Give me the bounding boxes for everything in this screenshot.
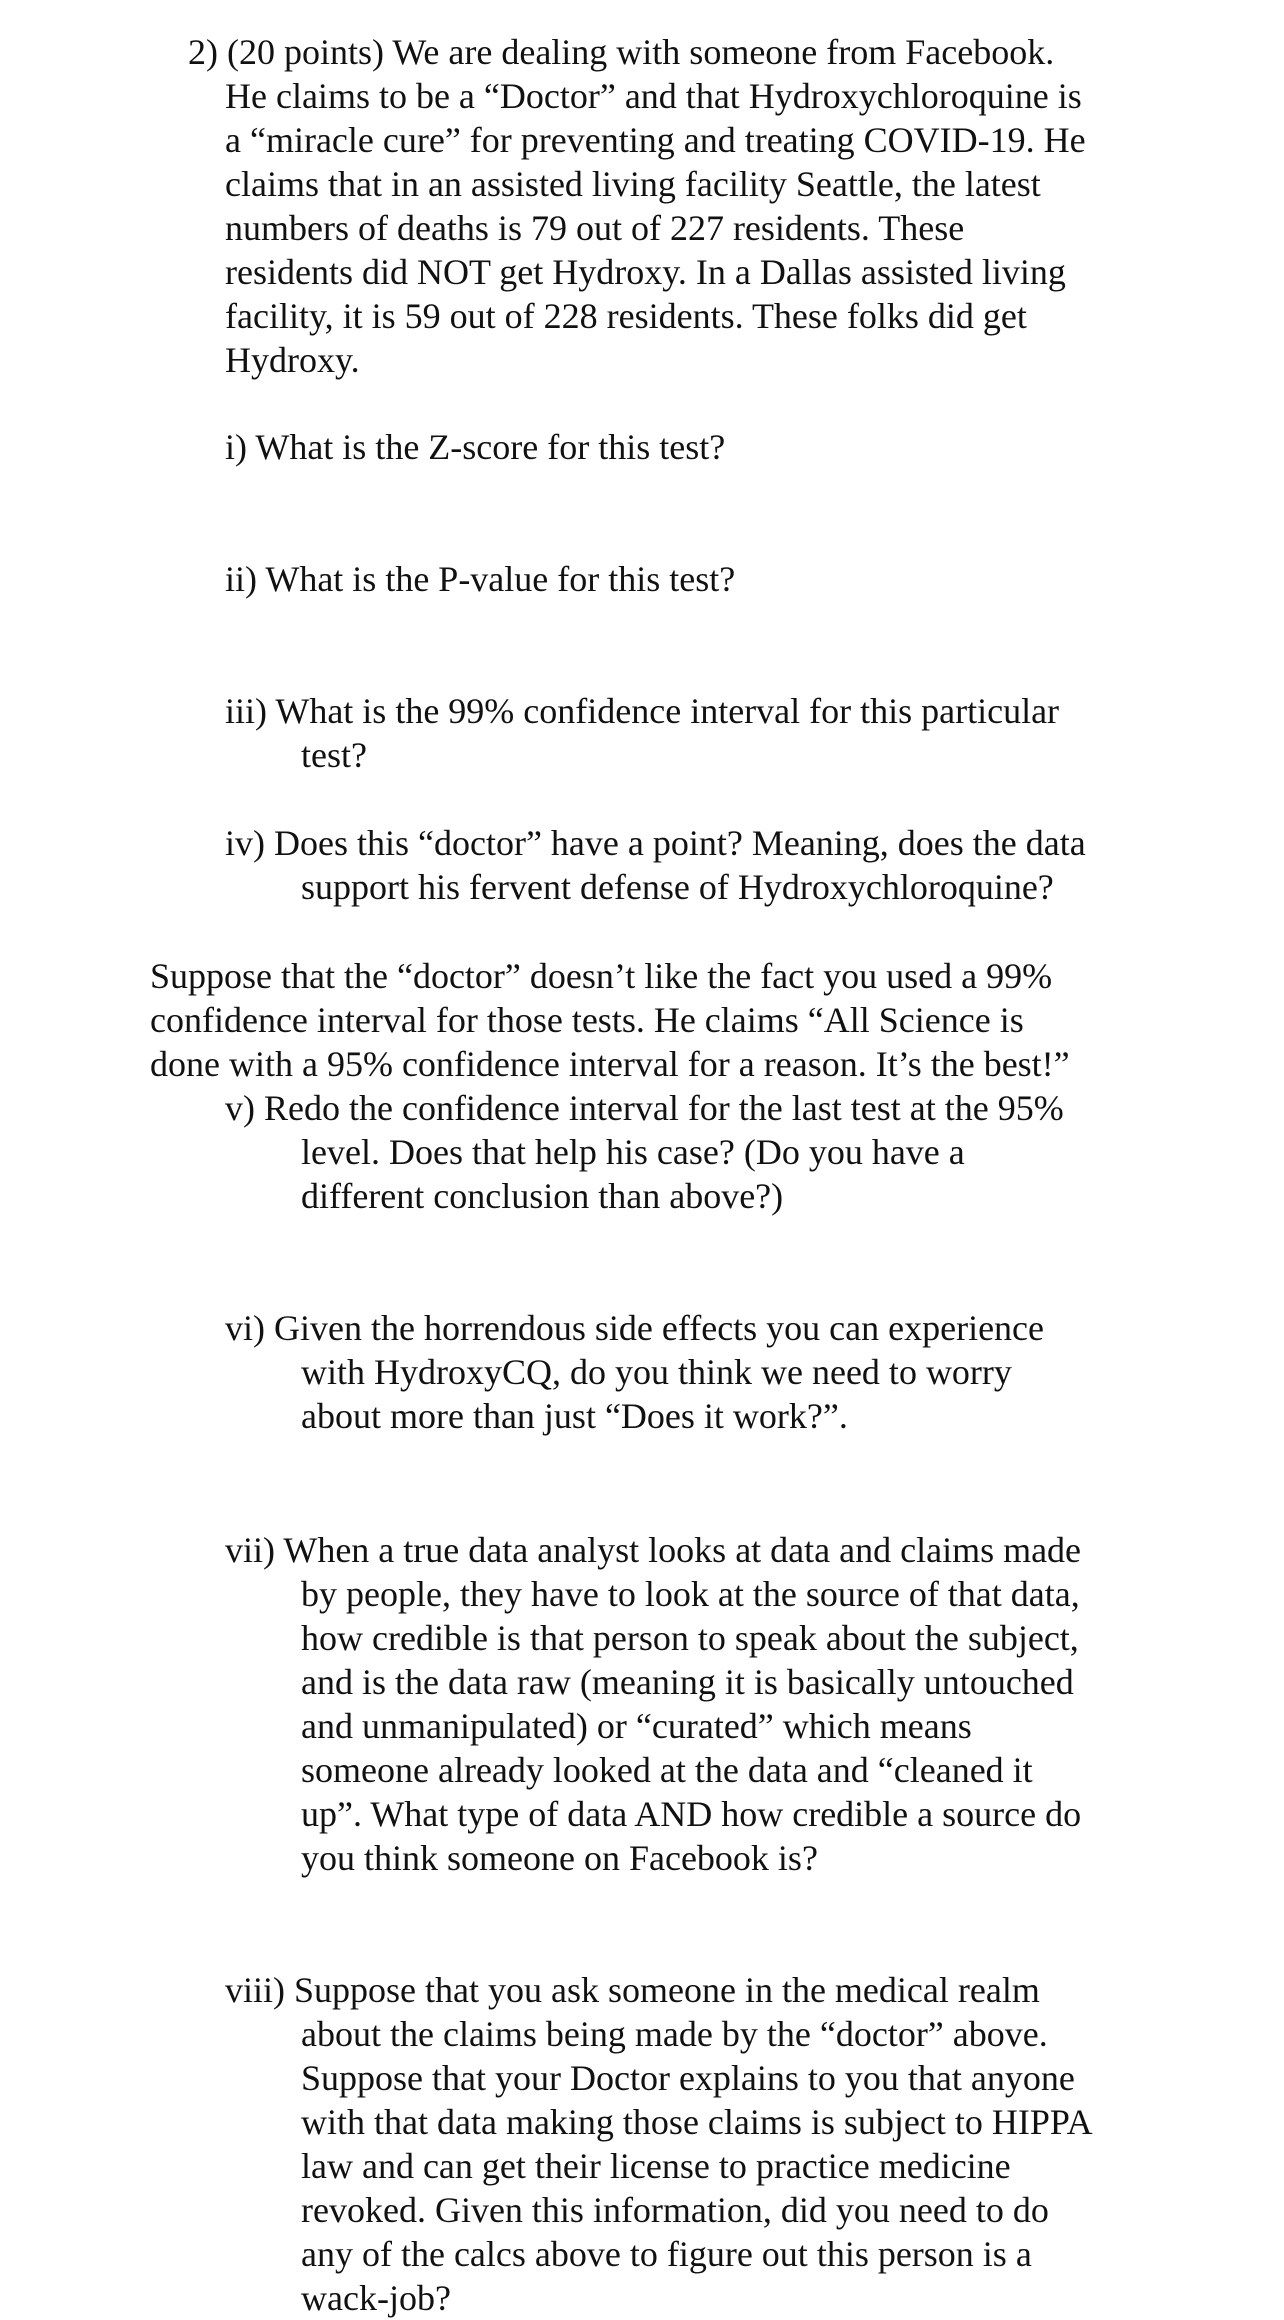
subquestion-i: i) What is the Z-score for this test? [225, 427, 726, 467]
question-2-prompt: 2) (20 points) We are dealing with someone from Facebook. He claims to be a “Doctor” and that Hydroxychloroquine is a “miracle cure” for preventing and treating COVID-19. He claims that in an assisted living facility Seattle, the latest numbers of deaths is 79 out of 227 residents. These residents did NOT get Hydroxy. In a Dallas assisted living facility, it is 59 out of 228 residents. These folks did get Hydroxy. [188, 32, 1086, 380]
subquestion-viii: viii) Suppose that you ask someone in the medical realm about the claims being made by the “doctor” above. Suppose that your Doctor explains to you that anyone with that data making those claims is subject to HIPPA law and can get their license to practice medicine revoked. Given this information, did you need to do any of the calcs above to figure out this person is a wack-job? [225, 1970, 1093, 2318]
subquestion-v: v) Redo the confidence interval for the last test at the 95% level. Does that help his case? (Do you have a different conclusion than above?) [225, 1088, 1064, 1216]
subquestion-iii: iii) What is the 99% confidence interval for this particular test? [225, 691, 1060, 775]
subquestion-vii: vii) When a true data analyst looks at data and claims made by people, they have to look at the source of that data, how credible is that person to speak about the subject, and is the data raw (meaning it is basically untouched and unmanipulated) or “curated” which means someone already looked at the data and “cleaned it up”. What type of data AND how credible a source do you think someone on Facebook is? [225, 1530, 1082, 1878]
subquestion-ii: ii) What is the P-value for this test? [225, 559, 736, 599]
subquestion-iv: iv) Does this “doctor” have a point? Meaning, does the data support his fervent defense of Hydroxychloroquine? [225, 823, 1086, 907]
subquestion-vi: vi) Given the horrendous side effects you can experience with HydroxyCQ, do you think we need to worry about more than just “Does it work?”. [225, 1308, 1045, 1436]
confidence-note-paragraph: Suppose that the “doctor” doesn’t like the fact you used a 99% confidence interval for those tests. He claims “All Science is done with a 95% confidence interval for a reason. It’s the best!” [150, 956, 1070, 1084]
